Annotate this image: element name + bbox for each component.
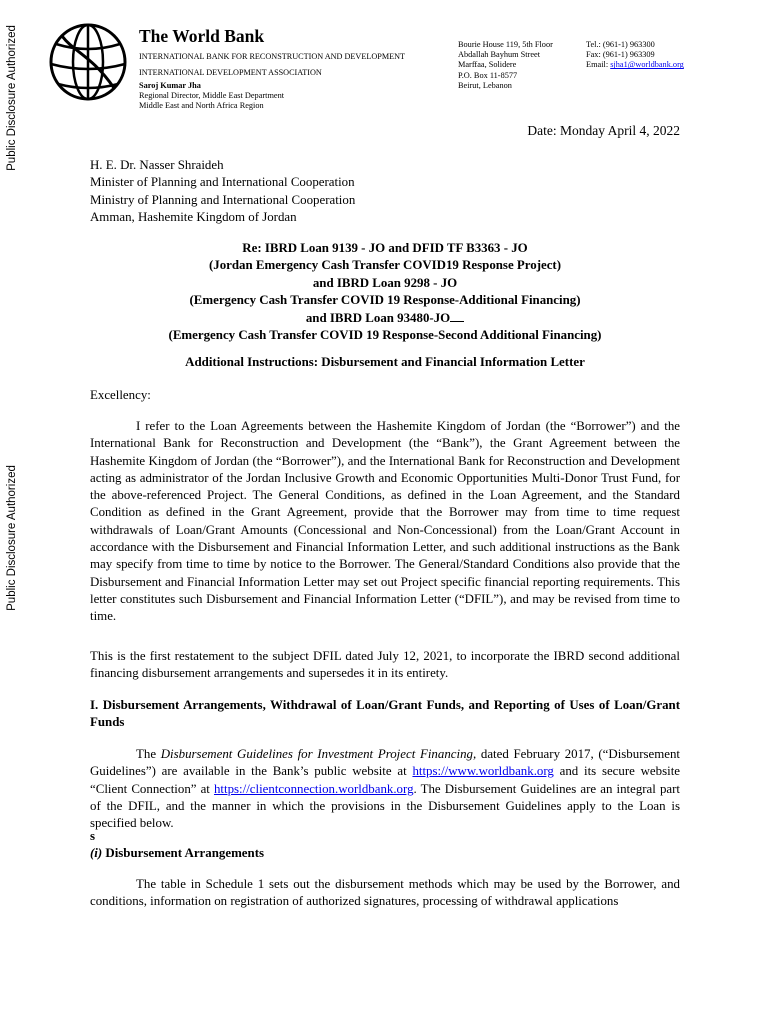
org-ibrd: INTERNATIONAL BANK FOR RECONSTRUCTION AND DEVELOPMENT bbox=[139, 52, 406, 61]
recipient-block bbox=[90, 157, 680, 226]
signatory-title: Regional Director, Middle East Department bbox=[139, 91, 285, 101]
guidelines-title: Disbursement Guidelines for Investment Project Financing, bbox=[160, 747, 477, 761]
world-bank-logo bbox=[48, 22, 128, 102]
re-line: Re: IBRD Loan 9139 - JO and DFID TF B3363 - JO bbox=[242, 241, 528, 255]
fax: Fax: (961-1) 963309 bbox=[586, 50, 655, 60]
disclosure-stamp-top: Public Disclosure Authorized bbox=[6, 25, 18, 171]
address-line: Abdallah Bayhum Street bbox=[458, 50, 541, 60]
address-line: Marffaa, Solidere bbox=[458, 60, 517, 70]
paragraph-intro: I refer to the Loan Agreements between the Hashemite Kingdom of Jordan (the “Borrower”) and the International Bank for Reconstruction and Development (the “Bank”), the Grant Agreement between the Hashemite Kingdom of Jordan (the “Borrower”), and the International Bank for Reconstruction and Development acting as administrator of the Jordan Inclusive Growth and Economic Opportunities Multi-Donor Trust Fund, for the above-referenced Project. The General Conditions, as defined in the Loan Agreement, and the Standard Condition as defined in the Grant Agreement, provide that the Borrower may from time to time request withdrawals of Loan/Grant Amounts (Concessional and Non-Concessional) from the Loan/Grant Account in accordance with the Disbursement and Financial Information Letter, and such additional instructions as the Bank may specify from time to time by notice to the Borrower. The General/Standard Conditions also provide that the Disbursement and Financial Information Letter may set out Project specific financial reporting requirements. This letter constitutes such Disbursement and Financial Information Letter (“DFIL”), and may be revised from time to time. bbox=[90, 419, 680, 624]
recipient-line: Ministry of Planning and International Cooperation bbox=[90, 192, 356, 207]
paragraph-guidelines: The Disbursement Guidelines for Investment Project Financing, dated February 2017, (“Disbursement Guidelines”) are available in the Bank’s public website at https://www.worldbank.org and its secure website “Client Connection” at https://clientconnection.worldbank.org. The Disbursement Guidelines are an integral part of the DFIL, and the manner in which the provisions in the Disbursement Guidelines apply to the Loan is specified below. bbox=[90, 747, 681, 831]
letter-date: Date: Monday April 4, 2022 bbox=[527, 123, 680, 138]
letterhead-contact bbox=[586, 40, 684, 71]
email-link[interactable]: sjha1@worldbank.org bbox=[610, 60, 684, 70]
address-line: Bourie House 119, 5th Floor bbox=[458, 40, 553, 49]
subsection-heading: (i) Disbursement Arrangements bbox=[90, 846, 265, 860]
stray-character: s bbox=[90, 829, 96, 843]
subject-line: Additional Instructions: Disbursement and Financial Information Letter bbox=[185, 355, 585, 369]
re-line: (Emergency Cash Transfer COVID 19 Response-Second Additional Financing) bbox=[168, 328, 602, 343]
section-heading: I. Disbursement Arrangements, Withdrawal of Loan/Grant Funds, and Reporting of Uses of Loan/Grant Funds bbox=[90, 698, 680, 730]
re-line: and IBRD Loan 93480-JO bbox=[90, 309, 680, 327]
signatory-region: Middle East and North Africa Region bbox=[139, 101, 264, 111]
re-line: (Jordan Emergency Cash Transfer COVID19 Response Project) bbox=[208, 258, 562, 273]
email-label: Email: bbox=[586, 60, 611, 70]
paragraph-restatement: This is the first restatement to the subject DFIL dated July 12, 2021, to incorporate the IBRD second additional financing disbursement arrangements and supersedes it in its entirety. bbox=[90, 649, 680, 681]
re-line: (Emergency Cash Transfer COVID 19 Response-Additional Financing) bbox=[189, 292, 581, 307]
phone: Tel.: (961-1) 963300 bbox=[586, 40, 655, 49]
salutation: Excellency: bbox=[90, 388, 151, 402]
email-line bbox=[586, 60, 684, 70]
client-connection-link[interactable]: https://clientconnection.worldbank.org bbox=[213, 781, 414, 796]
paragraph-schedule: The table in Schedule 1 sets out the disbursement methods which may be used by the Borrower, and conditions, information on registration of authorized signatures, processing of withdrawal applications bbox=[90, 877, 680, 909]
recipient-line: Amman, Hashemite Kingdom of Jordan bbox=[90, 209, 297, 224]
letterhead-address bbox=[458, 40, 553, 91]
address-line: P.O. Box 11-8577 bbox=[458, 70, 518, 80]
recipient-line: H. E. Dr. Nasser Shraideh bbox=[90, 158, 224, 172]
signatory-name: Saroj Kumar Jha bbox=[139, 81, 201, 90]
worldbank-link[interactable]: https://www.worldbank.org bbox=[412, 764, 554, 779]
address-line: Beirut, Lebanon bbox=[458, 80, 512, 90]
recipient-line: Minister of Planning and International Cooperation bbox=[90, 175, 355, 190]
letterhead-org bbox=[139, 26, 405, 112]
letterhead-title: The World Bank bbox=[139, 26, 265, 46]
disclosure-stamp-middle: Public Disclosure Authorized bbox=[6, 465, 18, 611]
reference-block bbox=[90, 240, 680, 345]
re-line: and IBRD Loan 9298 - JO bbox=[312, 275, 458, 290]
org-ida: INTERNATIONAL DEVELOPMENT ASSOCIATION bbox=[139, 68, 322, 77]
